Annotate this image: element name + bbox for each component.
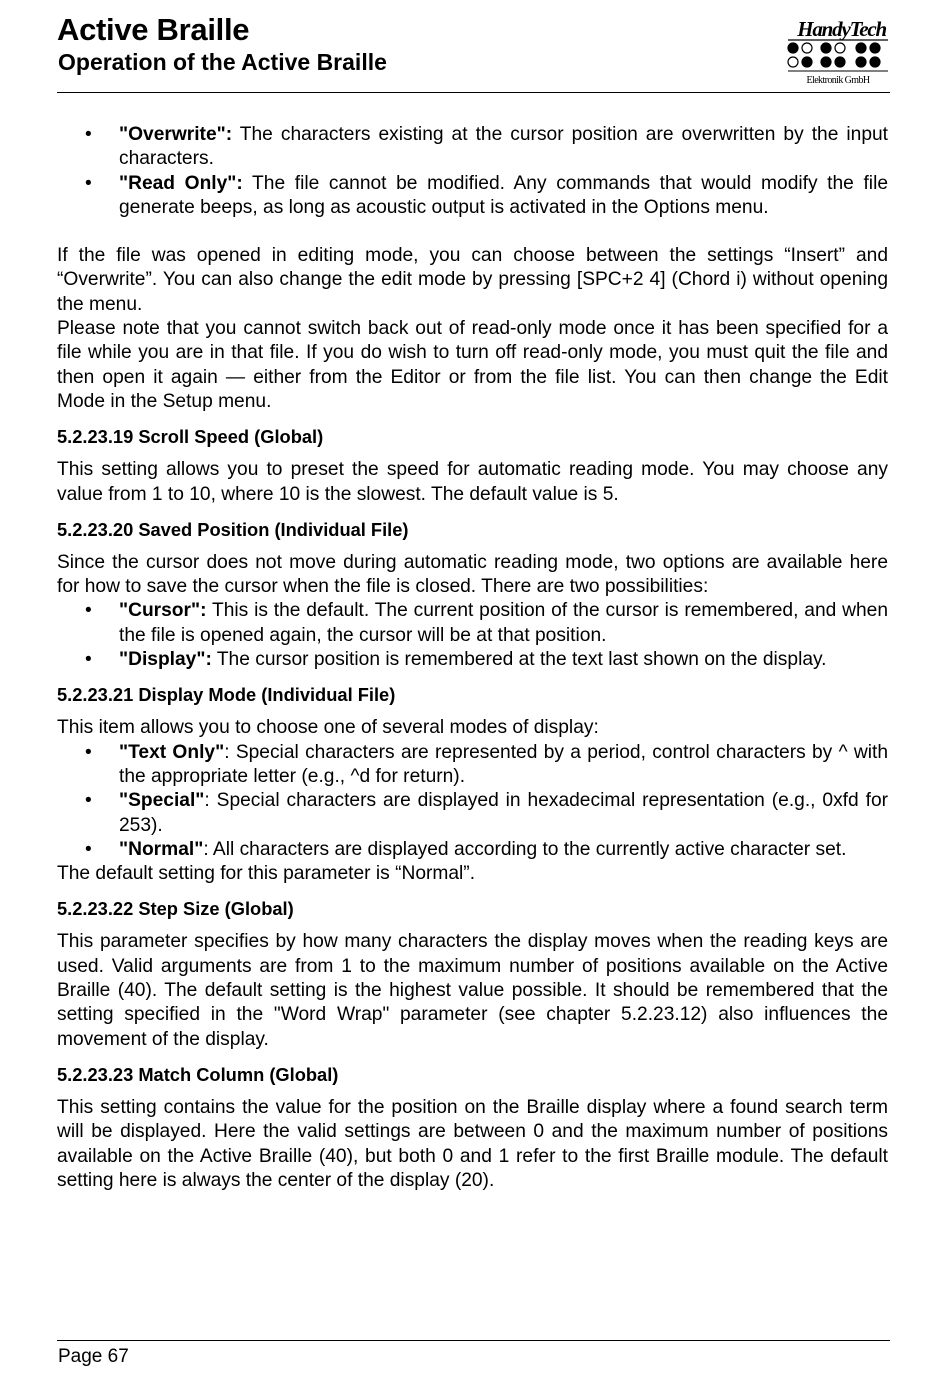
list-item: • "Normal": All characters are displayed according to the currently active character set.	[57, 838, 888, 862]
read-only-paragraph: Please note that you cannot switch back out of read-only mode once it has been specified for a file while you are in that file. If you do wish to turn off read-only mode, you must quit the file and then open it again — either from the Editor or from the file list. You can then change the Edit Mode in the Setup menu.	[57, 318, 888, 412]
braille-dots-icon	[788, 43, 880, 67]
match-column-paragraph: This setting contains the value for the position on the Braille display where a found search term will be displayed. Here the valid settings are between 0 and the maximum number of positions available on the Active Braille (40), but both 0 and 1 refer to the first Braille module. The default setting here is always the center of the display (20).	[57, 1096, 888, 1191]
section-heading-saved-position: 5.2.23.20 Saved Position (Individual File)	[57, 518, 409, 540]
list-item: • "Special": Special characters are displayed in hexadecimal representation (e.g., 0xfd for 253).	[57, 789, 888, 838]
saved-position-options-list	[57, 599, 888, 672]
section-heading-step-size: 5.2.23.22 Step Size (Global)	[57, 898, 294, 920]
edit-mode-options-list	[57, 123, 888, 220]
list-item: • "Display": The cursor position is remembered at the text last shown on the display.	[57, 648, 888, 672]
display-mode-options-list	[57, 741, 888, 862]
saved-position-paragraph: Since the cursor does not move during automatic reading mode, two options are available here for how to save the cursor when the file is closed. There are two possibilities:	[57, 551, 888, 598]
section-heading-display-mode: 5.2.23.21 Display Mode (Individual File)	[57, 684, 396, 706]
handytech-logo	[786, 14, 890, 86]
document-title: Active Braille	[57, 12, 250, 47]
list-item: • "Read Only": The file cannot be modified. Any commands that would modify the file generate beeps, as long as acoustic output is activated in the Options menu.	[57, 172, 888, 221]
step-size-paragraph: This parameter specifies by how many characters the display moves when the reading keys are used. Valid arguments are from 1 to the maximum number of positions available on the Active Braille (40). The default setting is the highest value possible. It should be remembered that the setting specified in the "Word Wrap" parameter (see chapter 5.2.23.12) also influences the movement of the display.	[57, 931, 888, 1050]
page-content	[57, 123, 888, 1193]
logo-subtext: Elektronik GmbH	[806, 75, 870, 86]
page-header	[57, 12, 890, 93]
page-number: Page 67	[58, 1346, 129, 1367]
list-item: • "Cursor": This is the default. The current position of the cursor is remembered, and when the file is opened again, the cursor will be at that position.	[57, 599, 888, 648]
section-heading-match-column: 5.2.23.23 Match Column (Global)	[57, 1063, 339, 1085]
edit-mode-paragraph: If the file was opened in editing mode, you can choose between the settings “Insert” and “Overwrite”. You can also change the edit mode by pressing [SPC+2 4] (Chord i) without opening the menu.	[57, 245, 888, 315]
logo-wordmark: HandyTech	[797, 17, 886, 41]
document-subtitle: Operation of the Active Braille	[58, 49, 387, 75]
page-footer	[57, 1340, 890, 1367]
display-mode-paragraph: This item allows you to choose one of several modes of display:	[57, 717, 599, 739]
list-item: • "Text Only": Special characters are represented by a period, control characters by ^ with the appropriate letter (e.g., ^d for return).	[57, 741, 888, 790]
section-heading-scroll-speed: 5.2.23.19 Scroll Speed (Global)	[57, 426, 324, 448]
scroll-speed-paragraph: This setting allows you to preset the speed for automatic reading mode. You may choose any value from 1 to 10, where 10 is the slowest. The default value is 5.	[57, 459, 888, 505]
list-item: • "Overwrite": The characters existing at the cursor position are overwritten by the input characters.	[57, 123, 888, 172]
display-mode-default-note: The default setting for this parameter is “Normal”.	[57, 863, 476, 885]
